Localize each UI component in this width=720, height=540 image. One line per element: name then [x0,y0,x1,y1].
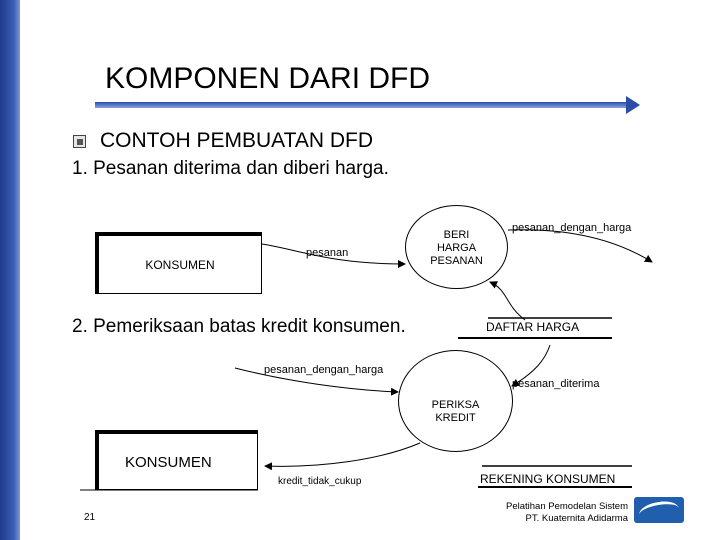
logo-wave-shape [638,499,681,523]
slide-title: KOMPONEN DARI DFD [105,62,431,95]
entity-konsumen-1-label: KONSUMEN [145,258,215,272]
flow-pesanan-dengan-harga-2-label: pesanan_dengan_harga [264,364,384,376]
entity-konsumen-2-label: KONSUMEN [125,454,212,471]
flow-pesanan-dengan-harga-1 [508,230,652,262]
section-heading: CONTOH PEMBUATAN DFD [100,129,374,152]
process-beri-harga-pesanan [405,205,508,289]
footer-line-1: Pelatihan Pemodelan Sistem [506,501,628,512]
step-2-text: 2. Pemeriksaan batas kredit konsumen. [72,316,406,337]
company-logo-icon [634,497,684,523]
process-1-label: BERI HARGA PESANAN [430,229,483,267]
flow-pesanan-dengan-harga-1-label: pesanan_dengan_harga [512,222,632,234]
footer-line-2: PT. Kuaternita Adidarma [525,513,628,524]
store-rekening-konsumen-label: REKENING KONSUMEN [480,472,616,486]
entity-konsumen-1 [95,232,262,294]
step-1-text: 1. Pesanan diterima dan diberi harga. [72,158,389,179]
process-periksa-kredit [398,350,513,452]
flow-store-to-process-1 [490,282,525,320]
entity-konsumen-2 [95,430,258,490]
flow-pesanan-label: pesanan [306,247,349,259]
store-daftar-harga-label: DAFTAR HARGA [486,320,580,334]
page-number: 21 [84,512,96,523]
flow-kredit-tidak-cukup-label: kredit_tidak_cukup [278,476,362,487]
flow-pesanan-diterima-label: pesanan_diterima [512,378,600,390]
footer-credit [440,501,628,525]
flow-kredit-tidak-cukup [265,443,420,466]
process-2-label: PERIKSA KREDIT [431,399,480,424]
